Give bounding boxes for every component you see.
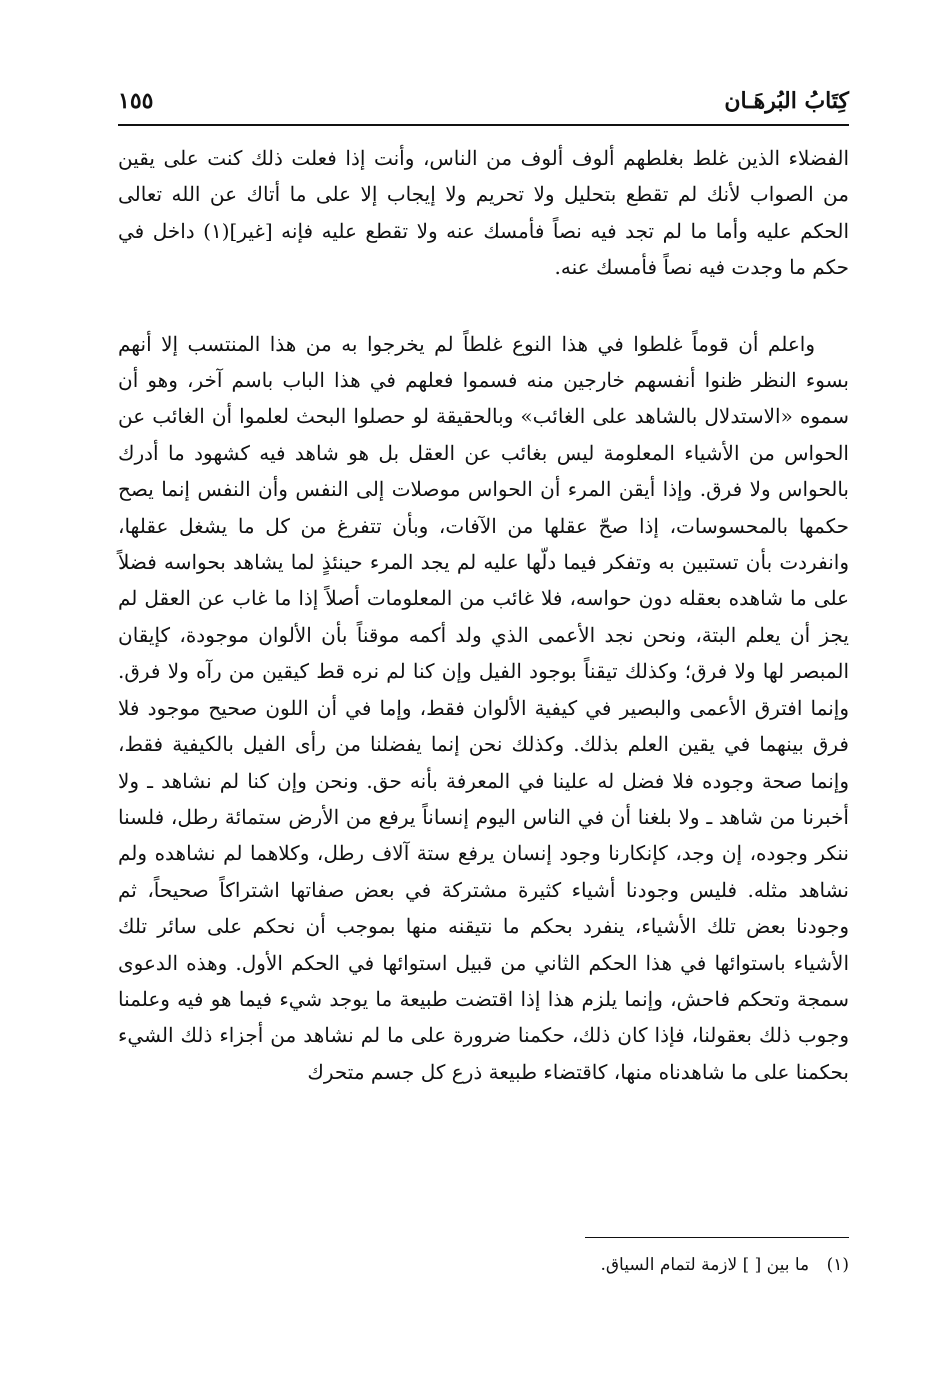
page-number: ١٥٥ <box>118 88 154 114</box>
running-title: كِتَابُ البُرهَـان <box>724 88 849 114</box>
footnote-number: (١) <box>826 1255 849 1275</box>
footnote-text: ما بين [ ] لازمة لتمام السياق. <box>600 1255 810 1275</box>
footnote-rule <box>585 1237 849 1238</box>
page-header <box>118 82 849 122</box>
body-text <box>118 140 849 1090</box>
paragraph-2: واعلم أن قوماً غلطوا في هذا النوع غلطاً لم يخرجوا به من هذا المنتسب إلا أنهم بسوء النظر ظنوا أنفسهم خارجين منه فسموا فعلهم في هذا الباب باسم آخر، وهو أن سموه «الاستدلال بالشاهد على الغائب» وبالحقيقة لو حصلوا البحث لعلموا أن الغائب عن الحواس من الأشياء المعلومة ليس بغائب عن العقل بل هو شاهد فيه كشهود ما أدرك بالحواس ولا فرق. وإذا أيقن المرء أن الحواس موصلات إلى النفس وأن النفس إنما يصح حكمها بالمحسوسات، إذا صحّ عقلها من الآفات، وبأن تتفرغ من كل ما يشغل عقلها، وانفردت بأن تستبين به وتفكر فيما دلّها عليه لم يجد المرء حينئذٍ لما يشاهد بحواسه فضلاً على ما شاهده بعقله دون حواسه، فلا غائب من المعلومات أصلاً إذا ما غاب عن العقل لم يجز أن يعلم البتة، ونحن نجد الأعمى الذي ولد أكمه موقناً بأن الألوان موجودة، كإيقان المبصر لها ولا فرق؛ وكذلك تيقناً بوجود الفيل وإن كنا لم نره قط كيقين من رآه ولا فرق. وإنما افترق الأعمى والبصير في كيفية الألوان فقط، وإما في أن اللون صحيح موجود فلا فرق بينهما في يقين العلم بذلك. وكذلك نحن إنما يفضلنا من رأى الفيل بالكيفية فقط، وإنما صحة وجوده فلا فضل له علينا في المعرفة بأنه حق. ونحن وإن كنا لم نشاهد ـ ولا أخبرنا من شاهد ـ ولا بلغنا أن في الناس اليوم إنساناً يرفع من الأرض ستمائة رطل، فلسنا ننكر وجوده، إن وجد، كإنكارنا وجود إنسان يرفع ستة آلاف رطل، وكلاهما لم نشاهده ولم نشاهد مثله. فليس وجودنا أشياء كثيرة مشتركة في بعض صفاتها اشتراكاً صحيحاً، ثم وجودنا بعض تلك الأشياء، ينفرد بحكم ما نتيقنه منها بموجب أن نحكم على سائر تلك الأشياء باستوائها في هذا الحكم الثاني من قبيل استوائها في الحكم الأول. وهذه الدعوى سمجة وتحكم فاحش، وإنما يلزم هذا إذا اقتضت طبيعة ما يوجد شيء فيما هو فيه وعلمنا وجوب ذلك بعقولنا، فإذا كان ذلك، حكمنا ضرورة على ما لم نشاهد من أجزاء ذلك الشيء بحكمنا على ما شاهدناه منها، كاقتضاء طبيعة ذرع كل جسم متحرك <box>118 331 850 1084</box>
footnote <box>118 1252 849 1278</box>
paragraph-1: الفضلاء الذين غلط بغلطهم ألوف ألوف من الناس، وأنت إذا فعلت ذلك كنت على يقين من الصواب لأنك لم تقطع بتحليل ولا تحريم ولا إيجاب إلا على ما أتاك عن الله تعالى الحكم عليه وأما ما لم تجد فيه نصاً فأمسك عنه ولا تقطع عليه فإنه [غير](١) داخل في حكم ما وجدت فيه نصاً فأمسك عنه. <box>118 146 849 280</box>
header-rule <box>118 124 849 126</box>
